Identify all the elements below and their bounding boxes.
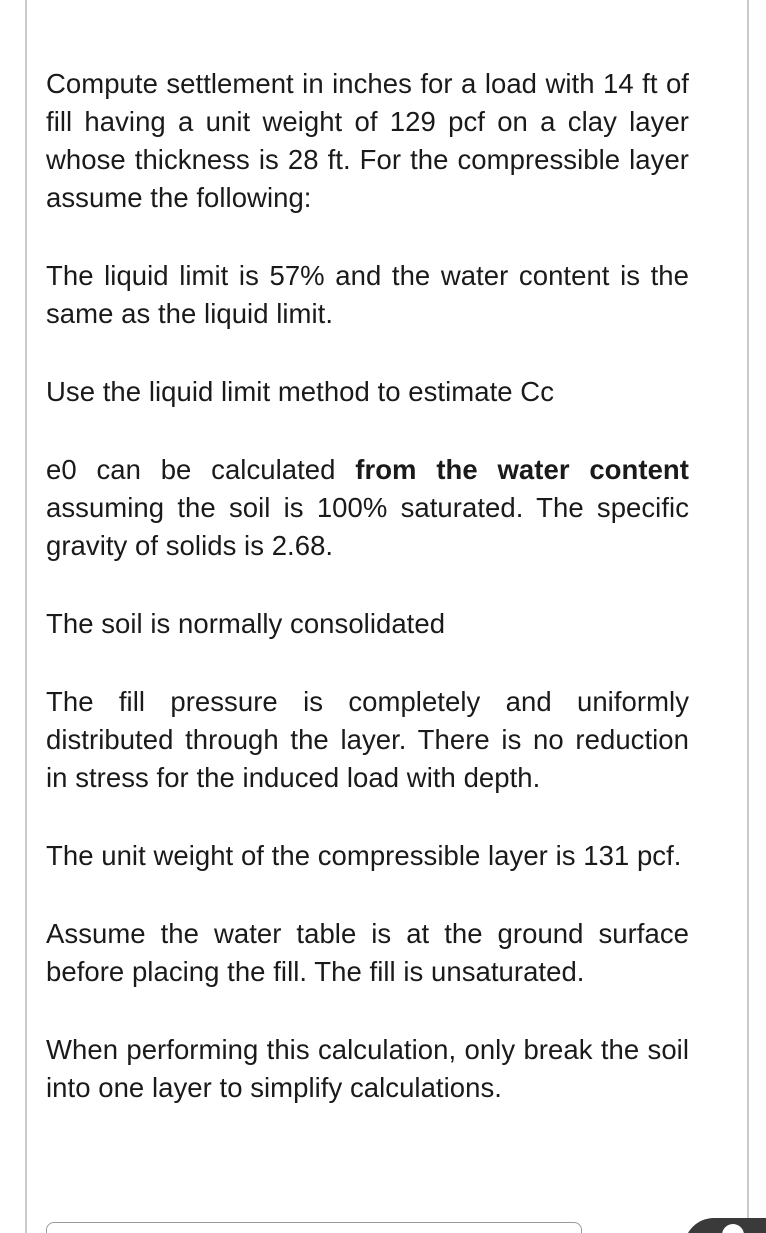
void-ratio-note-bold: from the water content: [355, 454, 689, 485]
chat-icon: [722, 1224, 744, 1233]
fill-pressure-note: The fill pressure is completely and uniformly distributed through the layer. There is no reduction in stress for the induced load with depth.: [46, 686, 689, 793]
answer-input[interactable]: [46, 1222, 582, 1233]
layer-note: When performing this calculation, only break the soil into one layer to simplify calculations.: [46, 1034, 689, 1103]
liquid-limit-note: The liquid limit is 57% and the water content is the same as the liquid limit.: [46, 260, 689, 329]
cc-method-note: Use the liquid limit method to estimate Cc: [46, 376, 555, 407]
void-ratio-note-end: assuming the soil is 100% saturated. The specific gravity of solids is 2.68.: [46, 492, 689, 561]
problem-statement: Compute settlement in inches for a load with 14 ft of fill having a unit weight of 129 pcf on a clay layer whose thickness is 28 ft. For the compressible layer assume the following:: [46, 68, 689, 213]
question-body: [46, 65, 689, 1107]
void-ratio-note-start: e0 can be calculated: [46, 454, 356, 485]
void-ratio-note: [46, 451, 689, 565]
consolidation-note: The soil is normally consolidated: [46, 608, 446, 639]
water-table-note: Assume the water table is at the ground surface before placing the fill. The fill is unsaturated.: [46, 918, 689, 987]
unit-weight-note: The unit weight of the compressible layer is 131 pcf.: [46, 840, 682, 871]
